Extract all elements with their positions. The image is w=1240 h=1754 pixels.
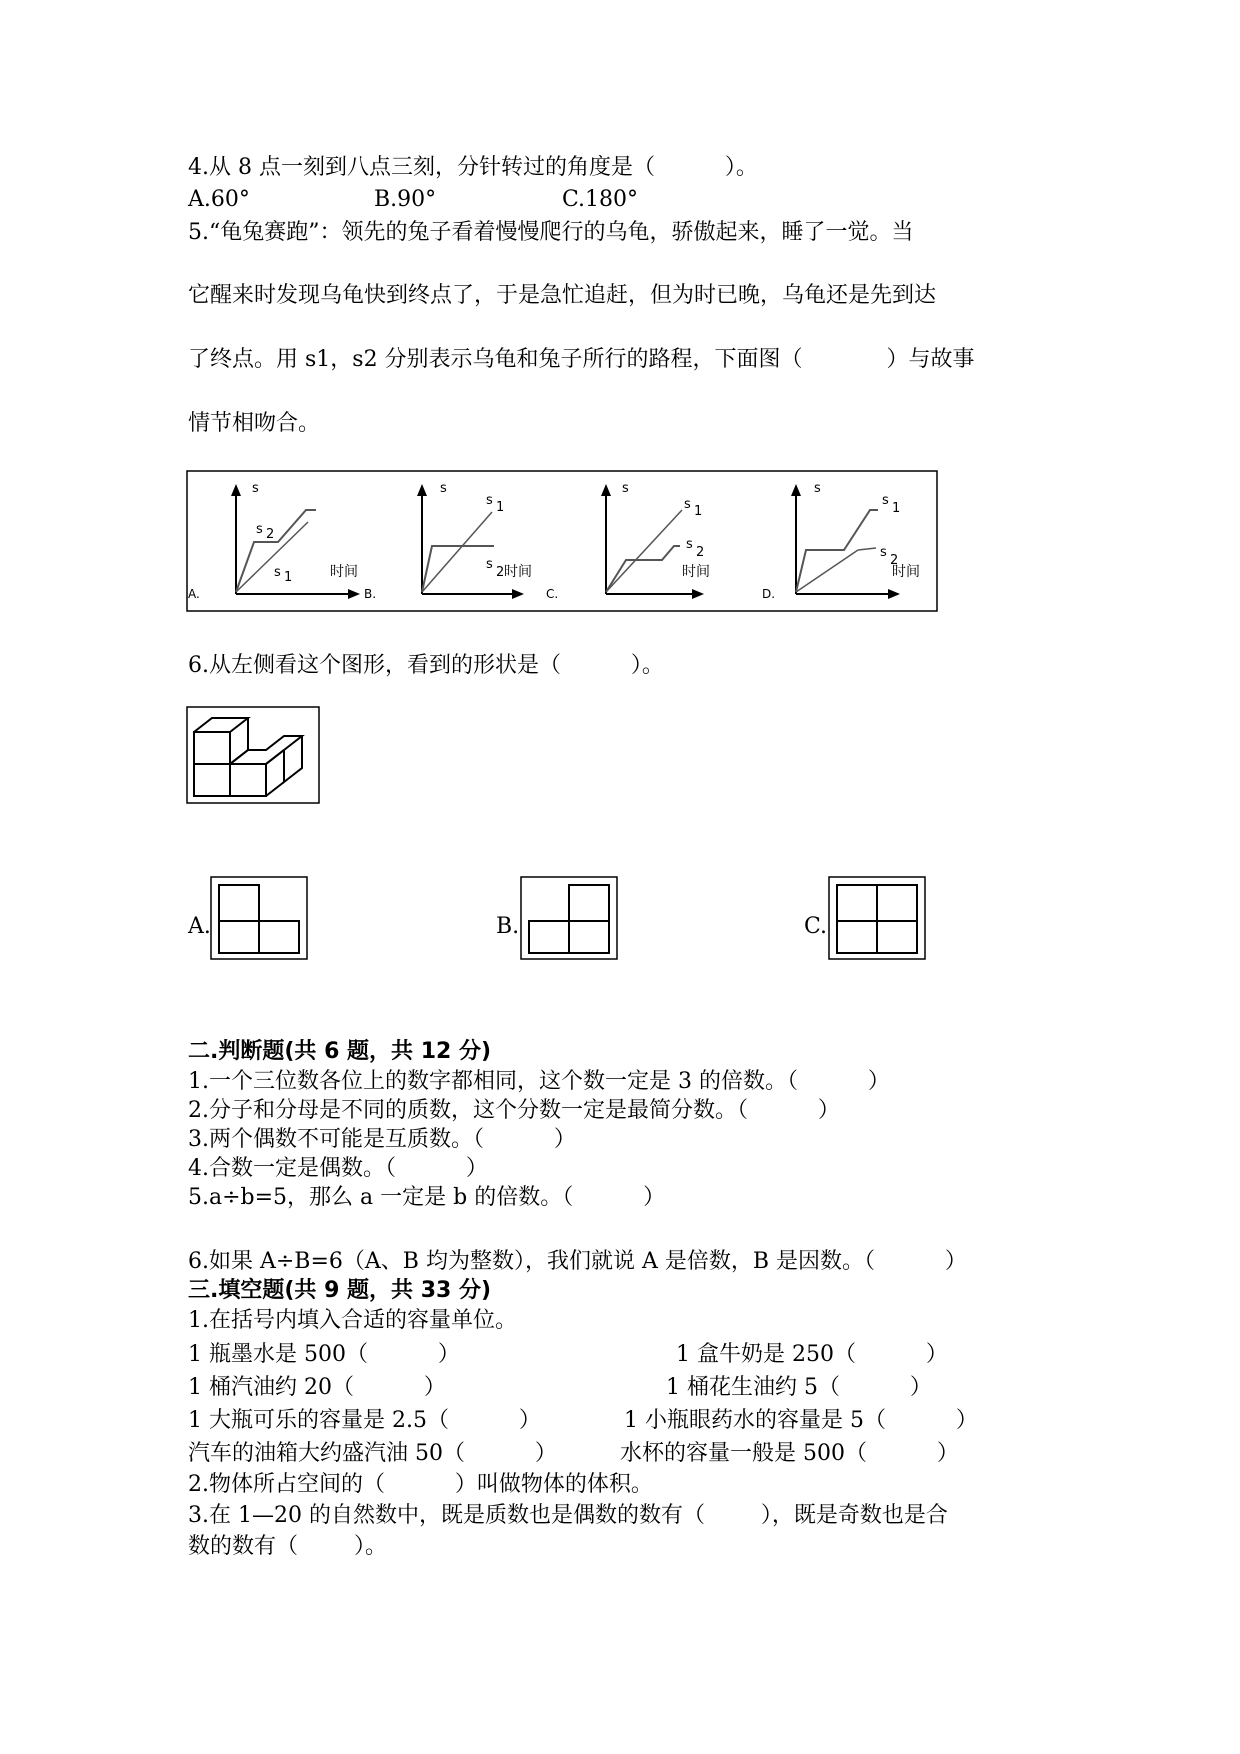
graph-a-s2: s [256,522,263,537]
section3-heading: 三.填空题(共 9 题，共 33 分) [188,1278,492,1303]
unit-left-1: 1 瓶墨水是 500（ ） [188,1342,460,1367]
q4-option-c: C.180° [562,187,639,212]
graph-a-s-axis: s [252,481,259,496]
q4-stem: 4.从 8 点一刻到八点三刻，分针转过的角度是（ ）。 [188,155,758,180]
graph-b-time-label: 时间 [504,564,532,580]
section3-q2: 2.物体所占空间的（ ）叫做物体的体积。 [188,1472,653,1497]
section3-q1-stem: 1.在括号内填入合适的容量单位。 [188,1308,517,1333]
section2-item-6: 6.如果 A÷B=6（A、B 均为整数），我们就说 A 是倍数，B 是因数。（ ） [188,1249,967,1274]
q4-option-a: A.60° [188,187,250,212]
unit-left-3: 1 大瓶可乐的容量是 2.5（ ） [188,1408,541,1433]
q5-line-1: 5.“龟兔赛跑”：领先的兔子看着慢慢爬行的乌龟，骄傲起来，睡了一觉。当 [188,220,914,245]
q5-graphs-svg [186,470,938,612]
q5-graphs-figure [186,470,938,612]
q6-option-a-label: A. [188,914,211,939]
graph-d-letter: D. [762,587,776,601]
graph-d-s2-sub: 2 [890,553,899,568]
unit-right-1: 1 盒牛奶是 250（ ） [676,1342,948,1367]
graph-a-s1: s [274,565,281,580]
graph-d-time-label: 时间 [892,564,920,580]
graph-b-s1-sub: 1 [496,500,505,515]
section2-item-3: 3.两个偶数不可能是互质数。（ ） [188,1127,576,1152]
q6-option-a-figure [210,876,308,960]
graph-c-s-axis: s [622,481,629,496]
graph-b-s2-sub: 2 [496,565,505,580]
graph-c-s2-sub: 2 [696,545,705,560]
q6-stem: 6.从左侧看这个图形，看到的形状是（ ）。 [188,653,664,678]
q4-option-b: B.90° [374,187,437,212]
graph-c-letter: C. [546,587,559,601]
graph-c-s1-sub: 1 [694,504,703,519]
unit-left-4: 汽车的油箱大约盛汽油 50（ ） [188,1441,557,1466]
q6-option-c-svg [828,876,926,960]
q5-line-4: 情节相吻合。 [188,411,321,436]
unit-left-2: 1 桶汽油约 20（ ） [188,1375,446,1400]
section2-item-1: 1.一个三位数各位上的数字都相同，这个数一定是 3 的倍数。（ ） [188,1069,890,1094]
q6-option-c-figure [828,876,926,960]
graph-d-s1-sub: 1 [892,501,901,516]
section3-q3-line-1: 3.在 1—20 的自然数中，既是质数也是偶数的数有（ ），既是奇数也是合 [188,1503,948,1528]
section2-heading: 二.判断题(共 6 题，共 12 分) [188,1039,492,1064]
graph-b-s2: s [486,557,493,572]
q6-option-b-svg [520,876,618,960]
graph-a-letter: A. [188,587,200,601]
unit-right-3: 1 小瓶眼药水的容量是 5（ ） [624,1408,978,1433]
q5-line-3: 了终点。用 s1，s2 分别表示乌龟和兔子所行的路程，下面图（ ）与故事 [188,347,975,372]
unit-right-4: 水杯的容量一般是 500（ ） [620,1441,959,1466]
section3-q3-line-2: 数的数有（ ）。 [188,1534,387,1559]
q6-solid-figure [186,706,320,804]
graph-a-s1-sub: 1 [284,570,293,585]
graph-b-s-axis: s [440,481,447,496]
graph-d-s1: s [882,493,889,508]
unit-right-2: 1 桶花生油约 5（ ） [666,1375,932,1400]
section2-item-2: 2.分子和分母是不同的质数，这个分数一定是最简分数。（ ） [188,1098,840,1123]
graph-d-s-axis: s [814,481,821,496]
q6-option-c-label: C. [804,914,828,939]
graph-b-letter: B. [364,587,377,601]
graph-c-s2: s [686,537,693,552]
section2-item-4: 4.合数一定是偶数。（ ） [188,1156,488,1181]
graph-a-s2-sub: 2 [266,527,275,542]
graph-d-s2: s [880,545,887,560]
graph-a-time-label: 时间 [330,564,358,580]
graph-b-s1: s [486,493,493,508]
q6-option-b-label: B. [496,914,520,939]
q6-solid-svg [186,706,320,804]
graph-c-s1: s [684,497,691,512]
q6-option-b-figure [520,876,618,960]
q5-line-2: 它醒来时发现乌龟快到终点了，于是急忙追赶，但为时已晚，乌龟还是先到达 [188,283,937,308]
section2-item-5: 5.a÷b=5，那么 a 一定是 b 的倍数。（ ） [188,1185,666,1210]
graph-c-time-label: 时间 [682,564,710,580]
q6-option-a-svg [210,876,308,960]
